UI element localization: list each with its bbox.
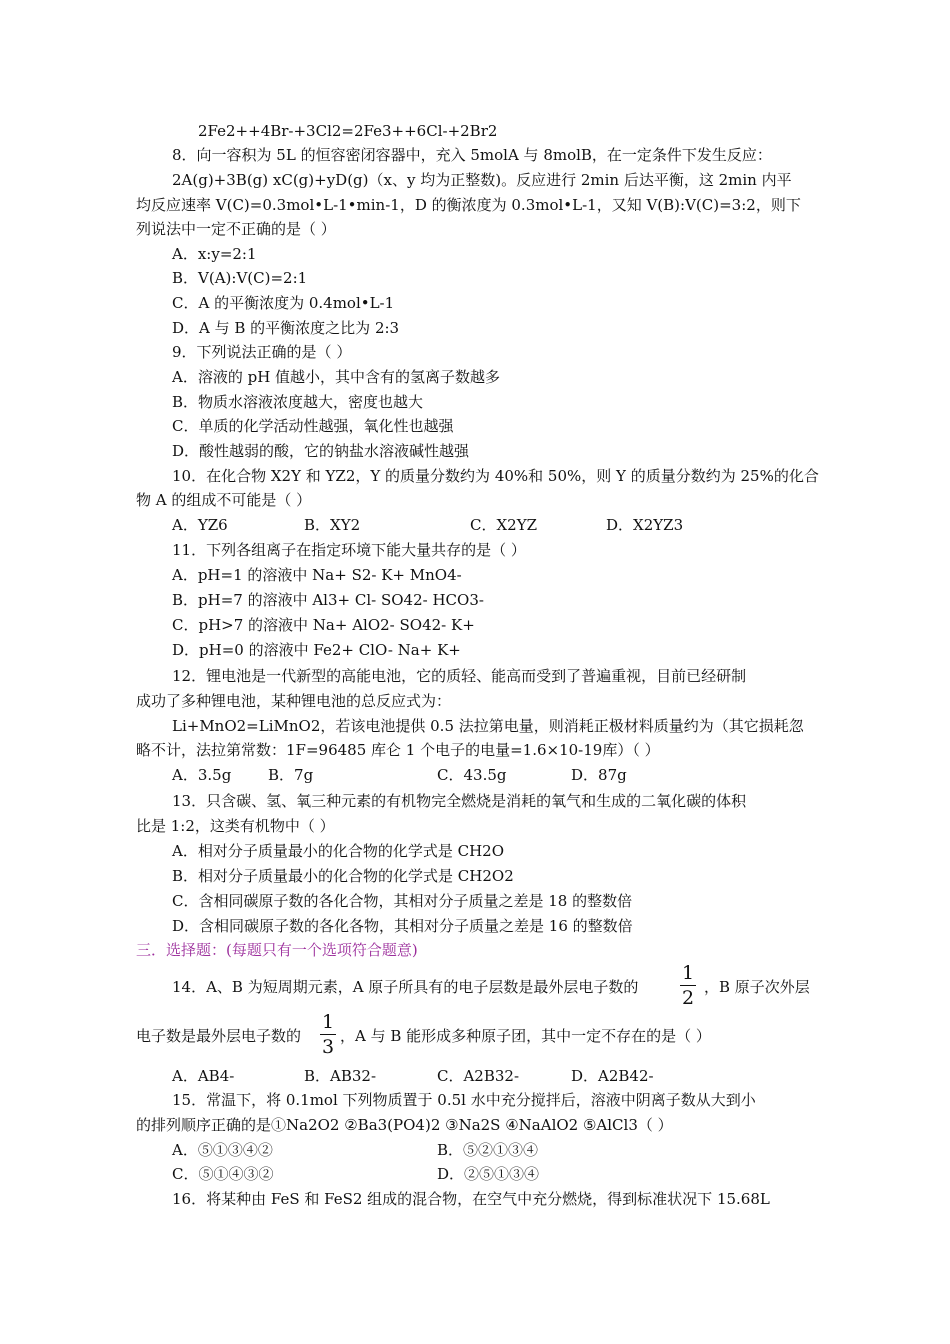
question-10-line-1: 10．在化合物 X2Y 和 YZ2，Y 的质量分数约为 40%和 50%，则 Y 的质量分数约为 25%的化合 (172, 467, 819, 485)
question-15-line-2: 的排列顺序正确的是①Na2O2 ②Ba3(PO4)2 ③Na2S ④NaAlO2 ⑤AlCl3（ ） (136, 1116, 673, 1134)
question-8-option-d: D．A 与 B 的平衡浓度之比为 2:3 (172, 319, 400, 337)
question-8-option-a: A．x:y=2:1 (172, 245, 257, 263)
question-13-option-c: C．含相同碳原子数的各化合物，其相对分子质量之差是 18 的整数倍 (172, 892, 633, 910)
question-12-line-4: 略不计，法拉第常数：1F=96485 库仑 1 个电子的电量=1.6×10-19库）（ ） (136, 741, 660, 759)
question-15-option-a: A．⑤①③④② (172, 1141, 273, 1159)
question-9-option-b: B．物质水溶液浓度越大，密度也越大 (172, 393, 424, 411)
question-9-option-d: D．酸性越弱的酸，它的钠盐水溶液碱性越强 (172, 442, 470, 460)
question-12-option-d: D．87g (571, 766, 627, 784)
question-14-line-2: 电子数是最外层电子数的 (136, 1027, 302, 1045)
question-8-line-1: 8．向一容积为 5L 的恒容密闭容器中，充入 5molA 与 8molB，在一定条件下发生反应： (172, 146, 772, 164)
fraction-numerator: 1 (321, 1011, 335, 1033)
question-15-option-b: B．⑤②①③④ (437, 1141, 539, 1159)
question-12-option-a: A．3.5g (172, 766, 232, 784)
question-9-option-a: A．溶液的 pH 值越小，其中含有的氢离子数越多 (172, 368, 501, 386)
question-11-option-d: D．pH=0 的溶液中 Fe2+ ClO- Na+ K+ (172, 641, 461, 659)
question-8-line-3: 均反应速率 V(C)=0.3mol•L-1•min-1，D 的衡浓度为 0.3mol•L-1，又知 V(B):V(C)=3:2，则下 (136, 196, 801, 214)
question-11-option-a: A．pH=1 的溶液中 Na+ S2- K+ MnO4- (172, 566, 462, 584)
question-8-option-c: C．A 的平衡浓度为 0.4mol•L-1 (172, 294, 395, 312)
question-14-line-1-tail: ，B 原子次外层 (704, 978, 810, 996)
question-13-option-d: D．含相同碳原子数的各化各物，其相对分子质量之差是 16 的整数倍 (172, 917, 633, 935)
fraction-denominator: 3 (321, 1036, 335, 1058)
question-11-option-c: C．pH>7 的溶液中 Na+ AlO2- SO42- K+ (172, 616, 475, 634)
question-10-option-a: A．YZ6 (172, 516, 228, 534)
question-13-option-b: B．相对分子质量最小的化合物的化学式是 CH2O2 (172, 867, 514, 885)
question-11-stem: 11．下列各组离子在指定环境下能大量共存的是（ ） (172, 541, 526, 559)
question-8-line-2: 2A(g)+3B(g) xC(g)+yD(g)（x、y 均为正整数)。反应进行 2min 后达平衡，这 2min 内平 (172, 171, 792, 189)
question-15-option-d: D．②⑤①③④ (437, 1165, 540, 1183)
question-12-line-2: 成功了多种锂电池，某种锂电池的总反应式为： (136, 692, 452, 710)
question-12-line-1: 12．锂电池是一代新型的高能电池，它的质轻、能高而受到了普遍重视，目前已经研制 (172, 667, 747, 685)
fraction-one-third (318, 1011, 338, 1058)
question-15-option-c: C．⑤①④③② (172, 1165, 274, 1183)
question-10-line-2: 物 A 的组成不可能是（ ） (136, 491, 312, 509)
fraction-denominator: 2 (681, 987, 695, 1009)
question-9-stem: 9．下列说法正确的是（ ） (172, 343, 352, 361)
question-10-option-c: C．X2YZ (470, 516, 538, 534)
question-12-option-c: C．43.5g (437, 766, 507, 784)
question-8-option-b: B．V(A):V(C)=2:1 (172, 269, 308, 287)
question-13-line-2: 比是 1:2，这类有机物中（ ） (136, 817, 335, 835)
question-14-option-a: A．AB4- (172, 1067, 235, 1085)
question-14-option-c: C．A2B32- (437, 1067, 520, 1085)
question-10-option-b: B．XY2 (304, 516, 361, 534)
question-14-option-d: D．A2B42- (571, 1067, 654, 1085)
fraction-bar (320, 1034, 336, 1035)
question-13-line-1: 13．只含碳、氢、氧三种元素的有机物完全燃烧是消耗的氧气和生成的二氧化碳的体积 (172, 792, 747, 810)
question-14-line-2-tail: ，A 与 B 能形成多种原子团，其中一定不存在的是（ ） (340, 1027, 711, 1045)
question-12-option-b: B．7g (268, 766, 314, 784)
question-9-option-c: C．单质的化学活动性越强，氧化性也越强 (172, 417, 454, 435)
question-10-option-d: D．X2YZ3 (606, 516, 684, 534)
section-3-heading: 三．选择题：(每题只有一个选项符合题意) (136, 941, 418, 959)
question-15-line-1: 15．常温下，将 0.1mol 下列物质置于 0.5l 水中充分搅拌后，溶液中阴离子数从大到小 (172, 1091, 756, 1109)
question-16-line-1: 16．将某种由 FeS 和 FeS2 组成的混合物，在空气中充分燃烧，得到标准状况下 15.68L (172, 1190, 770, 1208)
fraction-bar (680, 985, 696, 986)
fraction-numerator: 1 (681, 962, 695, 984)
fraction-one-half (678, 962, 698, 1009)
question-12-line-3: Li+MnO2=LiMnO2，若该电池提供 0.5 法拉第电量，则消耗正极材料质量约为（其它损耗忽 (172, 717, 804, 735)
question-14-line-1: 14．A、B 为短周期元素，A 原子所具有的电子层数是最外层电子数的 (172, 978, 639, 996)
equation-line: 2Fe2++4Br-+3Cl2=2Fe3++6Cl-+2Br2 (198, 122, 498, 140)
question-11-option-b: B．pH=7 的溶液中 Al3+ Cl- SO42- HCO3- (172, 591, 484, 609)
question-14-option-b: B．AB32- (304, 1067, 377, 1085)
question-13-option-a: A．相对分子质量最小的化合物的化学式是 CH2O (172, 842, 505, 860)
question-8-line-4: 列说法中一定不正确的是（ ） (136, 220, 336, 238)
